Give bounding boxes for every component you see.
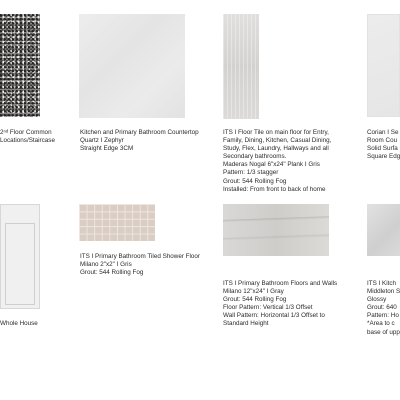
caption-line: Square Edg [367, 153, 400, 161]
caption-line: ITS I Floor Tile on main floor for Entry, [223, 129, 329, 136]
shower-floor-caption [80, 253, 200, 277]
middleton-caption [367, 280, 400, 337]
caption-line: ITS I Primary Bathroom Floors and Walls [223, 280, 338, 287]
quartz-caption [80, 129, 199, 153]
caption-line: Pattern: 1/3 stagger [223, 169, 279, 177]
caption-line: base of upp [367, 328, 400, 336]
cabinet-door-panel [5, 223, 35, 305]
caption-line: Secondary bathrooms. [223, 153, 287, 161]
caption-line: Floor Pattern: Vertical 1/3 Offset [223, 304, 313, 312]
caption-line: Milano 12"x24" I Gray [223, 288, 284, 296]
bath-floor-caption [223, 280, 337, 329]
plank-tile-sample [223, 14, 259, 119]
caption-line: Corian I Se [367, 129, 399, 136]
granite-caption [0, 129, 55, 145]
caption-line: Standard Height [223, 320, 269, 328]
caption-line: ITS I Kitch [367, 280, 397, 287]
caption-line: Pattern: Ho [367, 312, 399, 320]
caption-line: Grout: 544 Rolling Fog [223, 296, 287, 304]
caption-line: Quartz I Zephyr [80, 137, 124, 145]
caption-line: Grout: 544 Rolling Fog [223, 177, 287, 185]
caption-line: Milano 2"x2" I Gris [80, 261, 132, 269]
caption-line: ITS I Primary Bathroom Tiled Shower Floor [80, 253, 201, 260]
caption-line: Wall Pattern: Horizontal 1/3 Offset to [223, 312, 325, 320]
caption-line: Straight Edge 3CM [80, 145, 134, 153]
granite-sample [0, 14, 40, 117]
caption-line: Room Cou [367, 137, 398, 145]
caption-line: Locations/Staircase [0, 137, 55, 145]
quartz-zephyr-sample [79, 14, 185, 118]
corian-sample [367, 14, 400, 117]
cabinet-sample [0, 204, 40, 309]
bath-floor-tile-sample [223, 204, 329, 256]
caption-line: Maderas Nogal 6"x24" Plank I Gris [223, 161, 320, 169]
caption-line: 2ⁿᵈ Floor Common [0, 129, 52, 136]
caption-line: Grout: 544 Rolling Fog [80, 269, 144, 277]
middleton-sample [367, 204, 400, 256]
caption-line: Solid Surfa [367, 145, 398, 153]
caption-line: Study, Flex, Laundry, Hallways and all [223, 145, 329, 153]
caption-line: Grout: 640 [367, 304, 397, 312]
caption-line: Kitchen and Primary Bathroom Countertop [80, 129, 199, 136]
cabinet-caption [0, 320, 38, 328]
mosaic-sample [79, 204, 155, 241]
caption-line: *Area to c [367, 320, 395, 328]
caption-line: Whole House [0, 320, 38, 327]
corian-caption [367, 129, 400, 161]
floor-tile-caption [223, 129, 331, 194]
caption-line: Glossy [367, 296, 387, 304]
caption-line: Installed: From front to back of home [223, 185, 326, 193]
caption-line: Family, Dining, Kitchen, Casual Dining, [223, 137, 332, 145]
caption-line: Middleton S [367, 288, 400, 296]
